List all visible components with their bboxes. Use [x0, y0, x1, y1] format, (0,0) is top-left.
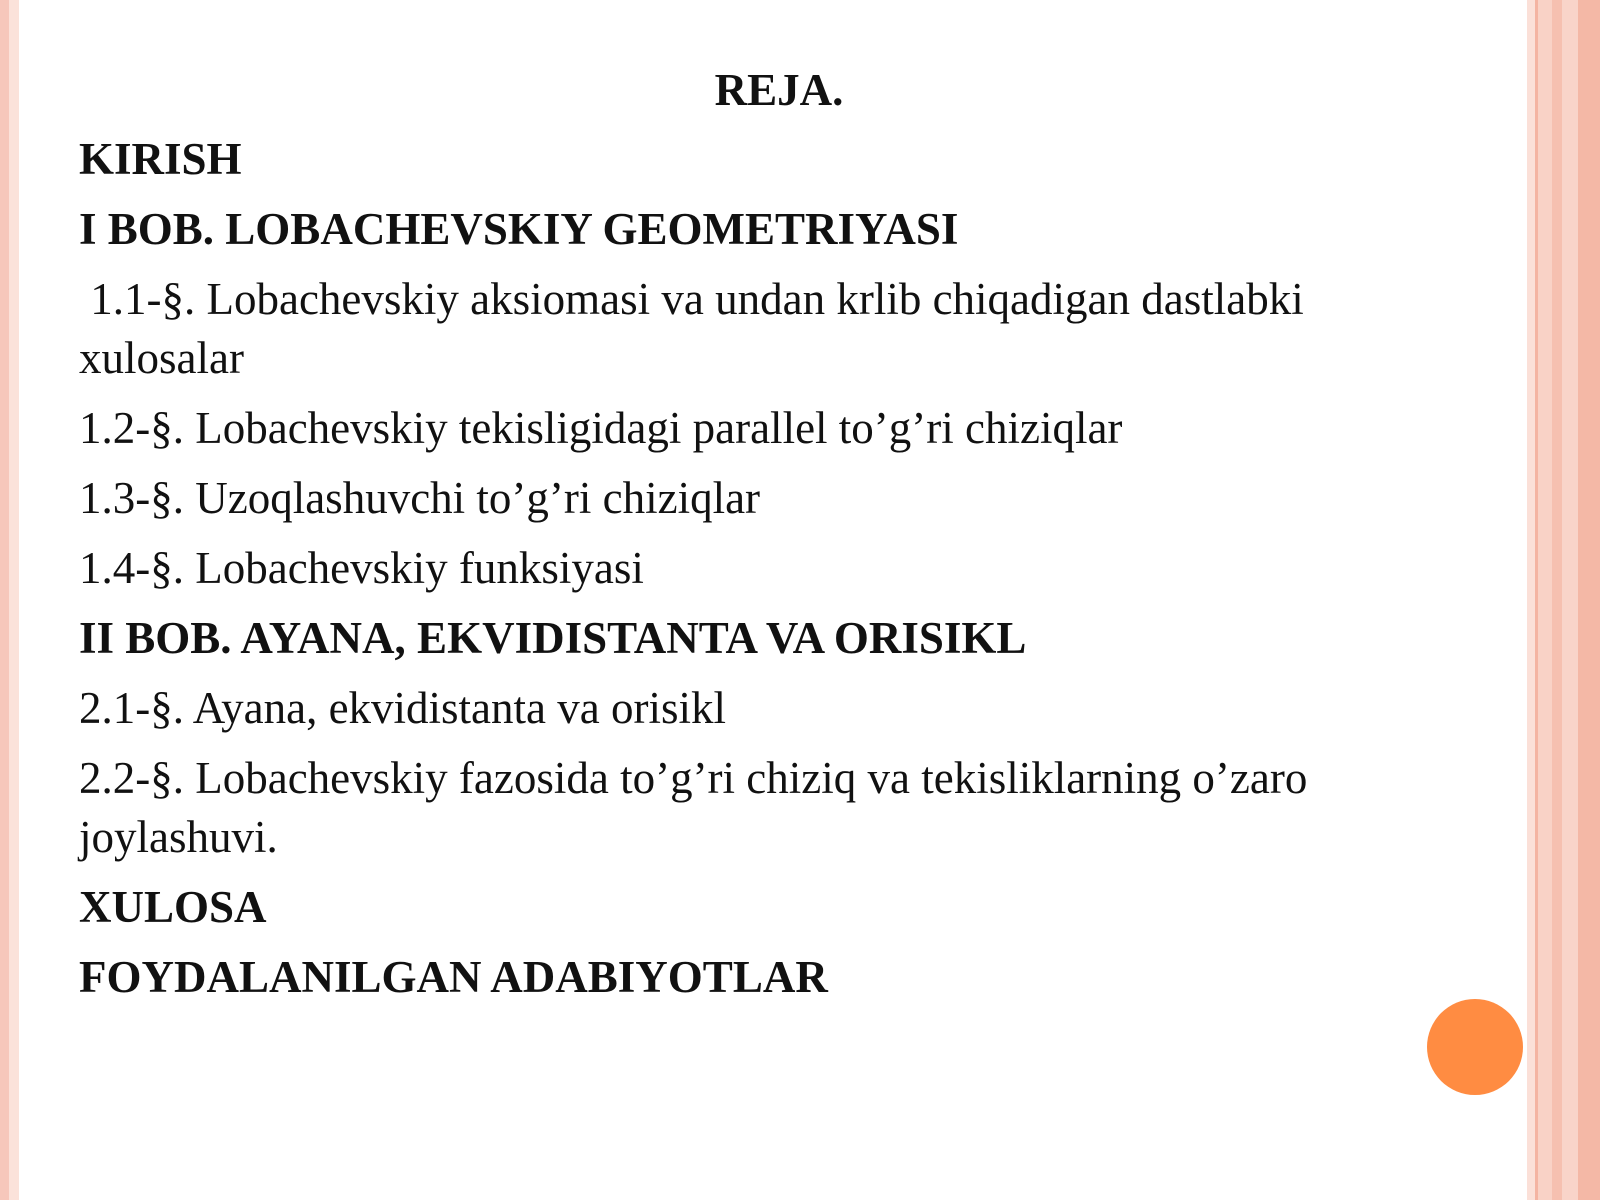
- orange-circle-decoration: [1427, 999, 1523, 1095]
- plan-line: 2.2-§. Lobachevskiy fazosida to’g’ri chiziq va tekisliklarning o’zaro joylashuvi.: [79, 753, 1319, 862]
- slide-content: [79, 60, 1519, 1018]
- plan-line: 1.3-§. Uzoqlashuvchi to’g’ri chiziqlar: [79, 473, 761, 523]
- right-border-stripe: [1538, 0, 1552, 1200]
- plan-line: 2.1-§. Ayana, ekvidistanta va orisikl: [79, 683, 726, 733]
- plan-line: 1.1-§. Lobachevskiy aksiomasi va undan krlib chiqadigan dastlabki xulosalar: [79, 274, 1315, 383]
- right-border-stripe: [1552, 0, 1562, 1200]
- left-border-stripe: [0, 0, 9, 1200]
- right-border-stripe: [1527, 0, 1535, 1200]
- plan-line: I BOB. LOBACHEVSKIY GEOMETRIYASI: [79, 204, 959, 254]
- right-border-stripe: [1578, 0, 1600, 1200]
- plan-line: 1.4-§. Lobachevskiy funksiyasi: [79, 543, 644, 593]
- plan-line: XULOSA: [79, 882, 267, 932]
- left-border-stripe-inner: [9, 0, 19, 1200]
- right-border-stripe: [1562, 0, 1578, 1200]
- plan-list: [79, 130, 1519, 1007]
- plan-line: FOYDALANILGAN ADABIYOTLAR: [79, 952, 828, 1002]
- plan-line: II BOB. AYANA, EKVIDISTANTA VA ORISIKL: [79, 613, 1027, 663]
- plan-line: KIRISH: [79, 134, 242, 184]
- plan-line: 1.2-§. Lobachevskiy tekisligidagi parallel to’g’ri chiziqlar: [79, 403, 1123, 453]
- slide-title: REJA.: [714, 65, 844, 115]
